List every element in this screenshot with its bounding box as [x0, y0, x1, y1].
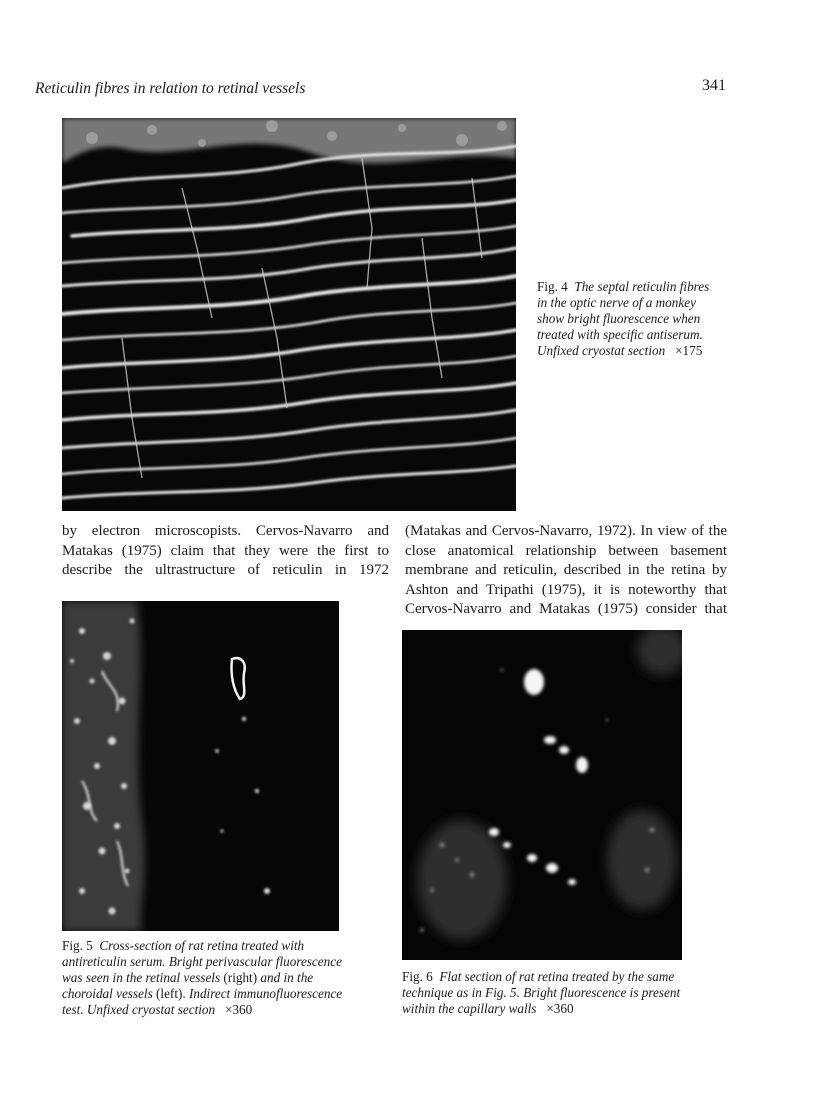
body-text-line: Cervos-Navarro and Matakas (1975) consider that [405, 601, 727, 618]
body-text-line: by electron microscopists. Cervos-Navarro and [62, 523, 389, 539]
figure-4-caption [537, 279, 737, 359]
figure-6-label: Fig. 6 [402, 969, 433, 984]
figure-4-caption-line: show bright fluorescence when [537, 311, 701, 326]
figure-6-caption-text: Flat section of rat retina treated by the same technique as in Fig. 5. Bright fluorescence is present within the capillary walls [402, 969, 681, 1016]
body-text-right-column [405, 522, 727, 620]
figure-4-caption-line: The septal reticulin fibres [574, 279, 710, 294]
optic-nerve-fluorescence-image [62, 118, 516, 511]
figure-6-micrograph [402, 630, 682, 960]
figure-5-micrograph [62, 601, 339, 931]
body-text-line: Ashton and Tripathi (1975), it is noteworthy that [405, 581, 727, 598]
figure-4-magnification: ×175 [675, 343, 703, 358]
body-text-left-column [62, 522, 389, 581]
body-text-line: Matakas (1975) claim that they were the first to [62, 542, 389, 559]
figure-4-caption-line: in the optic nerve of a monkey [537, 295, 696, 310]
figure-6-caption [402, 969, 712, 1017]
body-text-line: (Matakas and Cervos-Navarro, 1972). In view of the [405, 523, 727, 539]
figure-4-label: Fig. 4 [537, 279, 568, 294]
body-text-line: membrane and reticulin, described in the retina by [405, 562, 727, 579]
figure-6-magnification: ×360 [546, 1001, 574, 1016]
figure-5-magnification: ×360 [224, 1002, 253, 1017]
figure-5-caption-text: (right) [223, 970, 258, 985]
figure-5-caption-text: Cross-section of rat retina treated with antireticulin serum. Bright perivascular fluorescence was seen in the retinal vessels [62, 938, 342, 985]
figure-4-micrograph [62, 118, 516, 511]
figure-4-caption-line: Unfixed cryostat section [537, 343, 666, 358]
running-title: Reticulin fibres in relation to retinal vessels [35, 80, 306, 97]
body-text-line: describe the ultrastructure of reticulin in 1972 [62, 562, 389, 579]
body-text-line: close anatomical relationship between basement [405, 542, 727, 559]
retina-cross-section-image [62, 601, 339, 931]
page-number: 341 [702, 77, 726, 94]
retina-flat-section-image [402, 630, 682, 960]
figure-5-label: Fig. 5 [62, 938, 93, 953]
figure-5-caption [62, 938, 362, 1018]
figure-5-caption-text: and in the choroidal vessels [62, 970, 314, 1001]
figure-4-caption-line: treated with specific antiserum. [537, 327, 703, 342]
figure-5-caption-text: Indirect immunofluorescence test. Unfixed cryostat section [62, 986, 343, 1017]
figure-5-caption-text: (left). [156, 986, 186, 1001]
